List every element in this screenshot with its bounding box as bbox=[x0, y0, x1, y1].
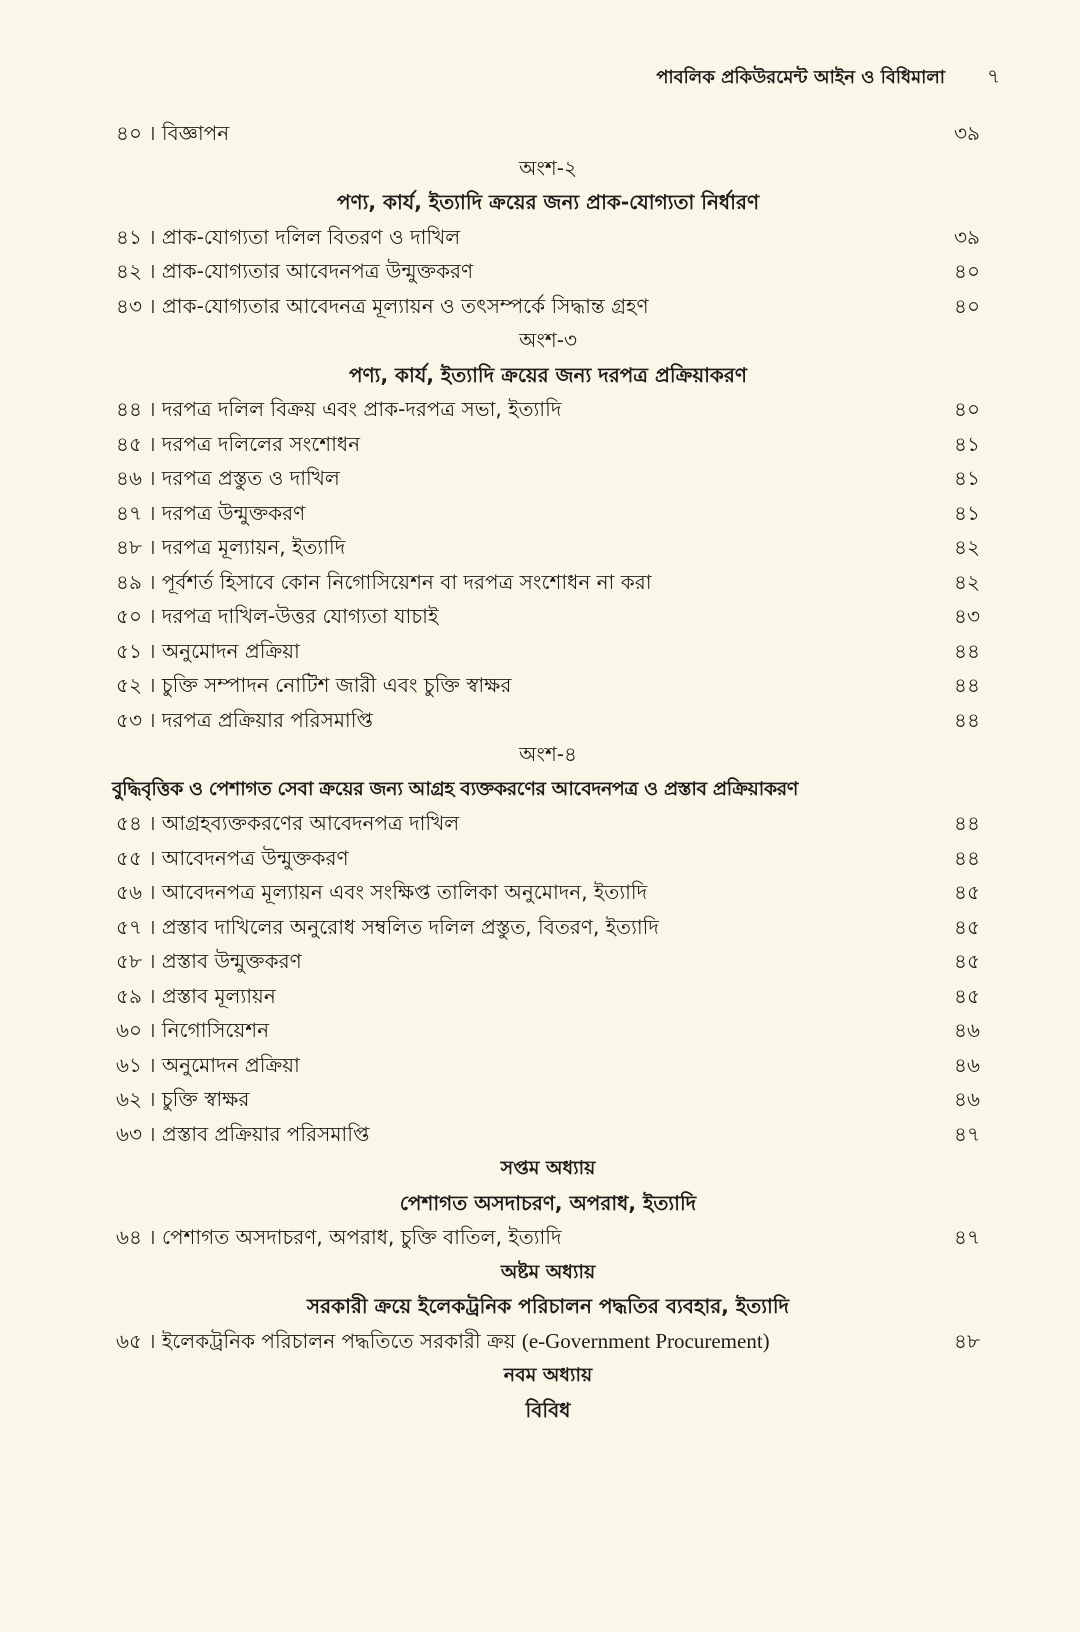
separator: । bbox=[141, 604, 162, 628]
toc-entry bbox=[116, 1324, 980, 1359]
separator: । bbox=[141, 535, 162, 559]
separator: । bbox=[141, 673, 162, 697]
page-ref: ৪০ bbox=[954, 293, 980, 318]
toc-entry bbox=[116, 565, 980, 600]
separator: । bbox=[142, 1121, 162, 1146]
section-title: দরপত্র দলিলের সংশোধন bbox=[161, 431, 361, 456]
chapter-heading: পেশাগত অসদাচরণ, অপরাধ, ইত্যাদি bbox=[399, 1190, 697, 1215]
toc-entry bbox=[116, 496, 980, 531]
entry-title bbox=[116, 599, 438, 634]
section-number: ৪১ bbox=[116, 224, 142, 249]
section-title: বিজ্ঞাপন bbox=[161, 121, 230, 145]
entry-title bbox=[116, 496, 305, 531]
separator: । bbox=[141, 1328, 162, 1353]
toc-entry bbox=[116, 1117, 980, 1152]
page-ref: ৪৫ bbox=[954, 880, 980, 904]
section-title: প্রস্তাব প্রক্রিয়ার পরিসমাপ্তি bbox=[161, 1121, 370, 1146]
page-ref: ৪৪ bbox=[954, 673, 980, 697]
toc-entry bbox=[116, 634, 980, 669]
page-ref: ৪৭ bbox=[954, 1121, 980, 1146]
page-ref: ৪৫ bbox=[954, 949, 980, 973]
separator: । bbox=[141, 259, 162, 283]
section-title: আগ্রহব্যক্তকরণের আবেদনপত্র দাখিল bbox=[161, 811, 460, 835]
separator: । bbox=[141, 431, 162, 456]
toc-entry bbox=[116, 944, 980, 979]
toc-entry bbox=[116, 806, 980, 841]
section-number: ৬৩ bbox=[116, 1121, 143, 1146]
separator: । bbox=[141, 397, 162, 421]
section-number: ৪৮ bbox=[116, 535, 142, 559]
page-ref: ৪০ bbox=[954, 397, 980, 421]
toc-entry bbox=[116, 461, 980, 496]
section-number: ৫৩ bbox=[116, 707, 142, 732]
toc-entry bbox=[116, 392, 980, 427]
section-title: নিগোসিয়েশন bbox=[161, 1018, 270, 1042]
toc-entry bbox=[116, 220, 980, 255]
separator: । bbox=[141, 1052, 162, 1077]
toc-entry bbox=[116, 875, 980, 910]
running-title: পাবলিক প্রকিউরমেন্ট আইন ও বিধিমালা bbox=[656, 67, 945, 88]
section-title-latin: (e-Government Procurement) bbox=[521, 1328, 770, 1353]
page-ref: ৪২ bbox=[954, 569, 980, 594]
entry-title bbox=[116, 944, 302, 979]
page-ref: ৩৯ bbox=[954, 224, 980, 249]
page-ref: ৪৬ bbox=[954, 1052, 980, 1077]
separator: । bbox=[141, 500, 162, 525]
section-title: প্রস্তাব দাখিলের অনুরোধ সম্বলিত দলিল প্রস্তুত, বিতরণ, ইত্যাদি bbox=[161, 914, 659, 939]
section-number: ৪৫ bbox=[116, 431, 142, 456]
entry-title bbox=[116, 254, 473, 289]
section-number: ৬২ bbox=[116, 1087, 143, 1111]
toc-entry bbox=[116, 1082, 980, 1117]
part-heading: পণ্য, কার্য, ইত্যাদি ক্রয়ের জন্য প্রাক-যোগ্যতা নির্ধারণ bbox=[336, 190, 760, 214]
page-ref: ৪৭ bbox=[954, 1225, 980, 1249]
entry-title bbox=[116, 530, 345, 565]
section-number: ৫০ bbox=[116, 604, 142, 628]
entry-title bbox=[116, 1082, 249, 1117]
page-ref: ৪০ bbox=[954, 259, 980, 283]
page-ref: ৪৪ bbox=[954, 811, 980, 835]
section-number: ৫৮ bbox=[116, 949, 142, 973]
section-title: দরপত্র প্রস্তুত ও দাখিল bbox=[161, 466, 340, 490]
table-of-contents bbox=[112, 116, 980, 1427]
section-title: দরপত্র দলিল বিক্রয় এবং প্রাক-দরপত্র সভা, ইত্যাদি bbox=[161, 397, 562, 421]
section-title: দরপত্র প্রক্রিয়ার পরিসমাপ্তি bbox=[161, 707, 373, 732]
entry-title bbox=[116, 979, 276, 1014]
separator: । bbox=[141, 914, 162, 939]
page-ref: ৪১ bbox=[954, 466, 980, 490]
section-title: পূর্বশর্ত হিসাবে কোন নিগোসিয়েশন বা দরপত্র সংশোধন না করা bbox=[161, 569, 652, 594]
section-number: ৬৪ bbox=[116, 1225, 142, 1249]
page-ref: ৪৪ bbox=[954, 845, 980, 870]
section-number: ৬৫ bbox=[116, 1328, 142, 1353]
toc-entry bbox=[116, 1013, 980, 1048]
toc-entry bbox=[116, 668, 980, 703]
separator: । bbox=[141, 466, 162, 490]
separator: । bbox=[141, 1225, 162, 1249]
toc-entry bbox=[116, 530, 980, 565]
toc-entry bbox=[116, 427, 980, 462]
page-ref: ৪৬ bbox=[954, 1087, 980, 1111]
part-heading: বুদ্ধিবৃত্তিক ও পেশাগত সেবা ক্রয়ের জন্য আগ্রহ ব্যক্তকরণের আবেদনপত্র ও প্রস্তাব প্রক্রিয়াকরণ bbox=[112, 777, 798, 800]
chapter-label: অষ্টম অধ্যায় bbox=[500, 1260, 596, 1283]
section-title: প্রস্তাব উন্মুক্তকরণ bbox=[161, 949, 302, 973]
entry-title bbox=[116, 910, 659, 945]
section-title: চুক্তি সম্পাদন নোটিশ জারী এবং চুক্তি স্বাক্ষর bbox=[161, 673, 512, 697]
part-label: অংশ-৪ bbox=[519, 742, 577, 766]
page-ref: ৪২ bbox=[954, 535, 980, 559]
part-heading: পণ্য, কার্য, ইত্যাদি ক্রয়ের জন্য দরপত্র প্রক্রিয়াকরণ bbox=[349, 362, 747, 387]
page-number: ৭ bbox=[986, 64, 1000, 88]
toc-entry bbox=[116, 289, 980, 324]
page-ref: ৪৩ bbox=[954, 604, 980, 628]
separator: । bbox=[141, 638, 162, 663]
section-title: দরপত্র উন্মুক্তকরণ bbox=[161, 500, 306, 525]
separator: । bbox=[142, 1018, 162, 1042]
section-number: ৪০ bbox=[116, 121, 142, 145]
entry-title bbox=[116, 565, 652, 600]
entry-title bbox=[116, 427, 360, 462]
entry-title bbox=[116, 392, 561, 427]
separator: । bbox=[141, 845, 162, 870]
section-number: ৫৯ bbox=[116, 983, 142, 1008]
toc-entry bbox=[116, 254, 980, 289]
section-title: ইলেকট্রনিক পরিচালন পদ্ধতিতে সরকারী ক্রয় bbox=[161, 1328, 522, 1353]
page-ref: ৪১ bbox=[954, 500, 980, 525]
separator: । bbox=[141, 707, 162, 732]
page-ref: ৪৫ bbox=[954, 914, 980, 939]
entry-title bbox=[116, 875, 647, 910]
entry-title bbox=[116, 806, 459, 841]
entry-title bbox=[116, 1220, 562, 1255]
page-ref: ৩৯ bbox=[954, 121, 980, 145]
separator: । bbox=[141, 983, 162, 1008]
entry-title bbox=[116, 841, 349, 876]
section-number: ৪৭ bbox=[116, 500, 142, 525]
entry-title bbox=[116, 1117, 369, 1152]
toc-entry bbox=[116, 1048, 980, 1083]
chapter-label: সপ্তম অধ্যায় bbox=[500, 1157, 596, 1179]
separator: । bbox=[141, 811, 162, 835]
section-title: প্রাক-যোগ্যতার আবেদনপত্র উন্মুক্তকরণ bbox=[161, 259, 474, 283]
section-number: ৬১ bbox=[116, 1052, 142, 1077]
toc-entry bbox=[116, 841, 980, 876]
section-number: ৫৫ bbox=[116, 845, 142, 870]
toc-entry bbox=[116, 1220, 980, 1255]
section-number: ৬০ bbox=[116, 1018, 143, 1042]
section-title: প্রাক-যোগ্যতা দলিল বিতরণ ও দাখিল bbox=[161, 224, 461, 249]
section-number: ৪৯ bbox=[116, 569, 142, 594]
section-title: আবেদনপত্র মূল্যায়ন এবং সংক্ষিপ্ত তালিকা অনুমোদন, ইত্যাদি bbox=[161, 880, 648, 904]
section-number: ৫৪ bbox=[116, 811, 142, 835]
entry-title bbox=[116, 461, 340, 496]
section-title: চুক্তি স্বাক্ষর bbox=[161, 1087, 250, 1111]
separator: । bbox=[141, 569, 162, 594]
page-ref: ৪৪ bbox=[954, 638, 980, 663]
separator: । bbox=[141, 293, 162, 318]
section-number: ৫১ bbox=[116, 638, 142, 663]
separator: । bbox=[141, 121, 162, 145]
section-number: ৪৪ bbox=[116, 397, 142, 421]
toc-entry bbox=[116, 703, 980, 738]
page-header bbox=[0, 62, 1000, 95]
page-ref: ৪১ bbox=[954, 431, 980, 456]
section-title: দরপত্র মূল্যায়ন, ইত্যাদি bbox=[161, 535, 346, 559]
toc-entry bbox=[116, 979, 980, 1014]
part-label: অংশ-৩ bbox=[519, 328, 577, 352]
separator: । bbox=[142, 1087, 162, 1111]
toc-entry bbox=[116, 910, 980, 945]
section-number: ৫২ bbox=[116, 673, 142, 697]
section-title: দরপত্র দাখিল-উত্তর যোগ্যতা যাচাই bbox=[161, 604, 439, 628]
section-number: ৫৬ bbox=[116, 880, 142, 904]
toc-entry bbox=[116, 599, 980, 634]
chapter-label: নবম অধ্যায় bbox=[503, 1364, 593, 1386]
chapter-heading: সরকারী ক্রয়ে ইলেকট্রনিক পরিচালন পদ্ধতির ব্যবহার, ইত্যাদি bbox=[306, 1294, 790, 1318]
section-number: ৪৩ bbox=[116, 293, 142, 318]
section-title: প্রস্তাব মূল্যায়ন bbox=[161, 983, 276, 1008]
page-ref: ৪৬ bbox=[954, 1018, 980, 1042]
entry-title bbox=[116, 1013, 269, 1048]
section-title: পেশাগত অসদাচরণ, অপরাধ, চুক্তি বাতিল, ইত্যাদি bbox=[161, 1225, 562, 1249]
page-ref: ৪৪ bbox=[954, 707, 980, 732]
separator: । bbox=[141, 949, 162, 973]
page-ref: ৪৮ bbox=[954, 1328, 980, 1353]
section-title: প্রাক-যোগ্যতার আবেদনত্র মূল্যায়ন ও তৎসম্পর্কে সিদ্ধান্ত গ্রহণ bbox=[161, 293, 649, 318]
section-number: ৪৬ bbox=[116, 466, 142, 490]
toc-entry bbox=[116, 116, 980, 151]
entry-title bbox=[116, 220, 460, 255]
entry-title bbox=[116, 634, 300, 669]
part-label: অংশ-২ bbox=[519, 155, 577, 180]
chapter-heading: বিবিধ bbox=[525, 1397, 571, 1422]
entry-title bbox=[116, 1048, 300, 1083]
entry-title bbox=[116, 289, 649, 324]
section-title: আবেদনপত্র উন্মুক্তকরণ bbox=[161, 845, 349, 870]
entry-title bbox=[116, 1324, 770, 1359]
entry-title bbox=[116, 116, 229, 151]
entry-title bbox=[116, 668, 511, 703]
separator: । bbox=[141, 224, 162, 249]
page-ref: ৪৫ bbox=[954, 983, 980, 1008]
section-title: অনুমোদন প্রক্রিয়া bbox=[161, 1052, 300, 1077]
section-number: ৫৭ bbox=[116, 914, 142, 939]
section-number: ৪২ bbox=[116, 259, 142, 283]
section-title: অনুমোদন প্রক্রিয়া bbox=[161, 638, 300, 663]
entry-title bbox=[116, 703, 373, 738]
separator: । bbox=[141, 880, 162, 904]
